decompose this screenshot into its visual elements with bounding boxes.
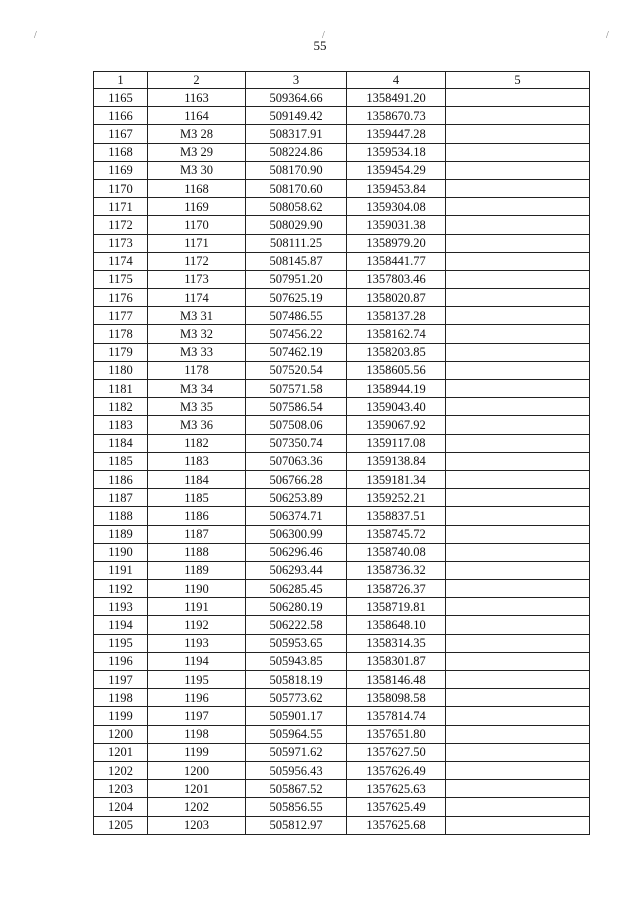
table-cell: 1358736.32 (347, 561, 446, 579)
table-cell: 1358098.58 (347, 689, 446, 707)
table-cell: 1199 (148, 743, 246, 761)
table-cell: 1166 (94, 107, 148, 125)
table-cell: 507462.19 (246, 343, 347, 361)
table-cell: 505956.43 (246, 761, 347, 779)
table-cell: 506285.45 (246, 580, 347, 598)
table-cell: 1202 (148, 798, 246, 816)
table-cell: 1357626.49 (347, 761, 446, 779)
table-row (94, 616, 590, 634)
table-cell: 507350.74 (246, 434, 347, 452)
table-cell: 507486.55 (246, 307, 347, 325)
table-cell: 1178 (94, 325, 148, 343)
scan-mark: / (606, 30, 609, 41)
table-cell: 507063.36 (246, 452, 347, 470)
table-row (94, 725, 590, 743)
table-cell: 1188 (148, 543, 246, 561)
table-row (94, 198, 590, 216)
table-row (94, 634, 590, 652)
table-cell: 1359453.84 (347, 179, 446, 197)
table-cell (446, 470, 590, 488)
table-cell: 1202 (94, 761, 148, 779)
table-cell: 1359304.08 (347, 198, 446, 216)
table-cell: 1357803.46 (347, 270, 446, 288)
table-cell: 505971.62 (246, 743, 347, 761)
table-cell: 1357627.50 (347, 743, 446, 761)
table-cell: 1191 (148, 598, 246, 616)
table-cell: 1169 (148, 198, 246, 216)
table-cell: 1168 (94, 143, 148, 161)
table-row (94, 525, 590, 543)
table-cell: 1196 (148, 689, 246, 707)
column-header: 1 (94, 72, 148, 89)
table-cell: 1358726.37 (347, 580, 446, 598)
table-cell: 505901.17 (246, 707, 347, 725)
table-cell: 1193 (148, 634, 246, 652)
table-cell: 1357625.49 (347, 798, 446, 816)
table-cell: 506293.44 (246, 561, 347, 579)
table-cell: 1358719.81 (347, 598, 446, 616)
table-cell: 506766.28 (246, 470, 347, 488)
table-cell: 1190 (94, 543, 148, 561)
table-cell (446, 325, 590, 343)
table-cell: 507456.22 (246, 325, 347, 343)
table-cell (446, 125, 590, 143)
table-row (94, 707, 590, 725)
table-cell: 1359454.29 (347, 161, 446, 179)
table-cell: 1357651.80 (347, 725, 446, 743)
table-cell (446, 179, 590, 197)
table-cell (446, 343, 590, 361)
table-cell: 507586.54 (246, 398, 347, 416)
table-row (94, 816, 590, 834)
table-cell: 1359043.40 (347, 398, 446, 416)
table-cell: 1359067.92 (347, 416, 446, 434)
table-cell: 1204 (94, 798, 148, 816)
table-cell: 1191 (94, 561, 148, 579)
table-cell: 1358740.08 (347, 543, 446, 561)
table-cell: 1358441.77 (347, 252, 446, 270)
table-cell: МЗ 33 (148, 343, 246, 361)
table-cell (446, 216, 590, 234)
table-cell: 1185 (94, 452, 148, 470)
table-cell: 1195 (148, 671, 246, 689)
table-cell: 1182 (148, 434, 246, 452)
scan-mark: / (34, 30, 37, 41)
table-row (94, 343, 590, 361)
table-cell: МЗ 28 (148, 125, 246, 143)
table-cell: 1181 (94, 380, 148, 398)
table-row (94, 798, 590, 816)
table-cell (446, 161, 590, 179)
table-cell (446, 307, 590, 325)
table-cell: 1357625.63 (347, 780, 446, 798)
table-cell: 1183 (94, 416, 148, 434)
table-cell: 505773.62 (246, 689, 347, 707)
table-cell: 508058.62 (246, 198, 347, 216)
table-cell: 1171 (94, 198, 148, 216)
table-cell: 1358944.19 (347, 380, 446, 398)
table-cell: 1183 (148, 452, 246, 470)
table-cell: 1358491.20 (347, 89, 446, 107)
table-cell: 505964.55 (246, 725, 347, 743)
table-cell (446, 816, 590, 834)
table-cell (446, 107, 590, 125)
table-row (94, 125, 590, 143)
table-cell (446, 580, 590, 598)
table-cell: 1357625.68 (347, 816, 446, 834)
table-cell (446, 634, 590, 652)
table-row (94, 434, 590, 452)
table-cell: 506222.58 (246, 616, 347, 634)
column-header: 5 (446, 72, 590, 89)
table-cell: 1358301.87 (347, 652, 446, 670)
table-cell: 1186 (148, 507, 246, 525)
table-cell (446, 525, 590, 543)
table-cell: 1179 (94, 343, 148, 361)
table-cell: 508170.60 (246, 179, 347, 197)
table-cell: 509149.42 (246, 107, 347, 125)
table-cell: 1189 (94, 525, 148, 543)
table-cell: 1177 (94, 307, 148, 325)
table-cell (446, 707, 590, 725)
table-row (94, 671, 590, 689)
table-cell: 1359117.08 (347, 434, 446, 452)
table-cell: 1184 (148, 470, 246, 488)
table-body (94, 89, 590, 835)
table-cell: 1195 (94, 634, 148, 652)
table-row (94, 398, 590, 416)
table-row (94, 361, 590, 379)
table-cell: 1358020.87 (347, 289, 446, 307)
table-cell: 1169 (94, 161, 148, 179)
table-cell: 508111.25 (246, 234, 347, 252)
table-cell: 505943.85 (246, 652, 347, 670)
table-cell (446, 361, 590, 379)
table-cell: 1358670.73 (347, 107, 446, 125)
table-cell: 1193 (94, 598, 148, 616)
table-cell: 1198 (148, 725, 246, 743)
table-cell: 1186 (94, 470, 148, 488)
table-cell: 1358203.85 (347, 343, 446, 361)
table-cell: 1358979.20 (347, 234, 446, 252)
table-cell: 1194 (94, 616, 148, 634)
table-cell (446, 598, 590, 616)
table-cell: 1178 (148, 361, 246, 379)
table-cell: 506374.71 (246, 507, 347, 525)
table-row (94, 580, 590, 598)
table-row (94, 252, 590, 270)
table-cell: 1198 (94, 689, 148, 707)
table-cell: МЗ 34 (148, 380, 246, 398)
table-cell: 1168 (148, 179, 246, 197)
table-cell (446, 289, 590, 307)
table-cell: 508224.86 (246, 143, 347, 161)
table-row (94, 543, 590, 561)
table-cell: 1203 (148, 816, 246, 834)
scan-mark: / (322, 30, 325, 41)
table-cell: 507571.58 (246, 380, 347, 398)
table-cell: 505953.65 (246, 634, 347, 652)
table-cell: 506253.89 (246, 489, 347, 507)
coordinates-table (93, 71, 590, 835)
table-cell: 508170.90 (246, 161, 347, 179)
table-cell: 1188 (94, 507, 148, 525)
table-cell: МЗ 35 (148, 398, 246, 416)
table-cell (446, 398, 590, 416)
table-cell: МЗ 29 (148, 143, 246, 161)
table-cell (446, 380, 590, 398)
table-cell: 1190 (148, 580, 246, 598)
table-cell: 1165 (94, 89, 148, 107)
table-cell (446, 416, 590, 434)
table-row (94, 743, 590, 761)
table-cell (446, 543, 590, 561)
table-cell: МЗ 30 (148, 161, 246, 179)
table-cell (446, 270, 590, 288)
table-cell (446, 198, 590, 216)
table-cell: 1200 (148, 761, 246, 779)
table-cell: 1357814.74 (347, 707, 446, 725)
table-cell: 1197 (94, 671, 148, 689)
table-cell (446, 434, 590, 452)
table-row (94, 179, 590, 197)
table-row (94, 307, 590, 325)
table-cell: 1173 (94, 234, 148, 252)
table-cell: МЗ 31 (148, 307, 246, 325)
table-cell (446, 616, 590, 634)
table-cell: 509364.66 (246, 89, 347, 107)
table-cell: 1172 (94, 216, 148, 234)
table-cell: 1205 (94, 816, 148, 834)
table-cell: 508317.91 (246, 125, 347, 143)
column-header: 3 (246, 72, 347, 89)
table-cell: 1359252.21 (347, 489, 446, 507)
table-cell (446, 507, 590, 525)
table-row (94, 289, 590, 307)
table-cell: 1197 (148, 707, 246, 725)
table-row (94, 598, 590, 616)
table-row (94, 107, 590, 125)
table-cell: 506300.99 (246, 525, 347, 543)
table-cell: 1201 (148, 780, 246, 798)
table-row (94, 234, 590, 252)
table-cell: 1172 (148, 252, 246, 270)
table-row (94, 452, 590, 470)
table-row (94, 161, 590, 179)
table-cell: 1359181.34 (347, 470, 446, 488)
column-header: 2 (148, 72, 246, 89)
table-cell: 1176 (94, 289, 148, 307)
table-cell: 1167 (94, 125, 148, 143)
table-row (94, 780, 590, 798)
table-cell (446, 780, 590, 798)
table-cell: 1358648.10 (347, 616, 446, 634)
table-cell: 1196 (94, 652, 148, 670)
table-cell: 505812.97 (246, 816, 347, 834)
table-cell (446, 671, 590, 689)
table-row (94, 561, 590, 579)
table-cell: 507951.20 (246, 270, 347, 288)
table-cell: 1192 (148, 616, 246, 634)
table-cell: 1171 (148, 234, 246, 252)
table-header-row (94, 72, 590, 89)
table-cell: 506280.19 (246, 598, 347, 616)
table-cell: 505856.55 (246, 798, 347, 816)
table-cell (446, 234, 590, 252)
table-cell: 1194 (148, 652, 246, 670)
table-cell (446, 743, 590, 761)
table-row (94, 270, 590, 288)
table-cell (446, 561, 590, 579)
table-cell (446, 489, 590, 507)
table-cell: 1163 (148, 89, 246, 107)
table-cell: 1359447.28 (347, 125, 446, 143)
table-row (94, 416, 590, 434)
table-cell: 1358137.28 (347, 307, 446, 325)
table-cell: 1359534.18 (347, 143, 446, 161)
table-cell (446, 689, 590, 707)
table-cell: 1174 (94, 252, 148, 270)
table-cell: 1164 (148, 107, 246, 125)
table-cell: 1180 (94, 361, 148, 379)
table-cell: 1358162.74 (347, 325, 446, 343)
table-cell (446, 798, 590, 816)
table-cell: 1200 (94, 725, 148, 743)
table-cell: 1189 (148, 561, 246, 579)
table-cell: 1170 (148, 216, 246, 234)
table-cell: 1185 (148, 489, 246, 507)
table-row (94, 689, 590, 707)
table-cell: 1182 (94, 398, 148, 416)
table-row (94, 325, 590, 343)
table-cell: 1187 (94, 489, 148, 507)
table-cell: 1184 (94, 434, 148, 452)
table-cell: 507625.19 (246, 289, 347, 307)
table-cell (446, 452, 590, 470)
table-row (94, 489, 590, 507)
table-cell: 1199 (94, 707, 148, 725)
table-cell: 1358837.51 (347, 507, 446, 525)
table-cell: 1174 (148, 289, 246, 307)
table-cell: МЗ 32 (148, 325, 246, 343)
table-cell: 1192 (94, 580, 148, 598)
table-cell: 1359138.84 (347, 452, 446, 470)
table-cell: 507508.06 (246, 416, 347, 434)
table-cell (446, 761, 590, 779)
table-cell: 1358605.56 (347, 361, 446, 379)
table-cell: 508029.90 (246, 216, 347, 234)
table-cell: 1173 (148, 270, 246, 288)
table-row (94, 652, 590, 670)
table-cell (446, 252, 590, 270)
table-row (94, 470, 590, 488)
table-cell: 507520.54 (246, 361, 347, 379)
table-cell (446, 143, 590, 161)
table-cell: МЗ 36 (148, 416, 246, 434)
table-cell: 505818.19 (246, 671, 347, 689)
page-number: 55 (313, 38, 327, 53)
table-row (94, 507, 590, 525)
table-cell: 1170 (94, 179, 148, 197)
table-cell (446, 652, 590, 670)
table-cell: 1203 (94, 780, 148, 798)
table-cell: 1359031.38 (347, 216, 446, 234)
table-cell: 1358745.72 (347, 525, 446, 543)
column-header: 4 (347, 72, 446, 89)
table-cell: 505867.52 (246, 780, 347, 798)
table-row (94, 380, 590, 398)
table-cell: 508145.87 (246, 252, 347, 270)
table-cell (446, 89, 590, 107)
table-cell: 1358314.35 (347, 634, 446, 652)
table-cell: 1358146.48 (347, 671, 446, 689)
table-cell: 506296.46 (246, 543, 347, 561)
table-cell: 1175 (94, 270, 148, 288)
table-row (94, 143, 590, 161)
table-cell (446, 725, 590, 743)
table-row (94, 761, 590, 779)
table-row (94, 89, 590, 107)
table-cell: 1201 (94, 743, 148, 761)
table-cell: 1187 (148, 525, 246, 543)
table-row (94, 216, 590, 234)
